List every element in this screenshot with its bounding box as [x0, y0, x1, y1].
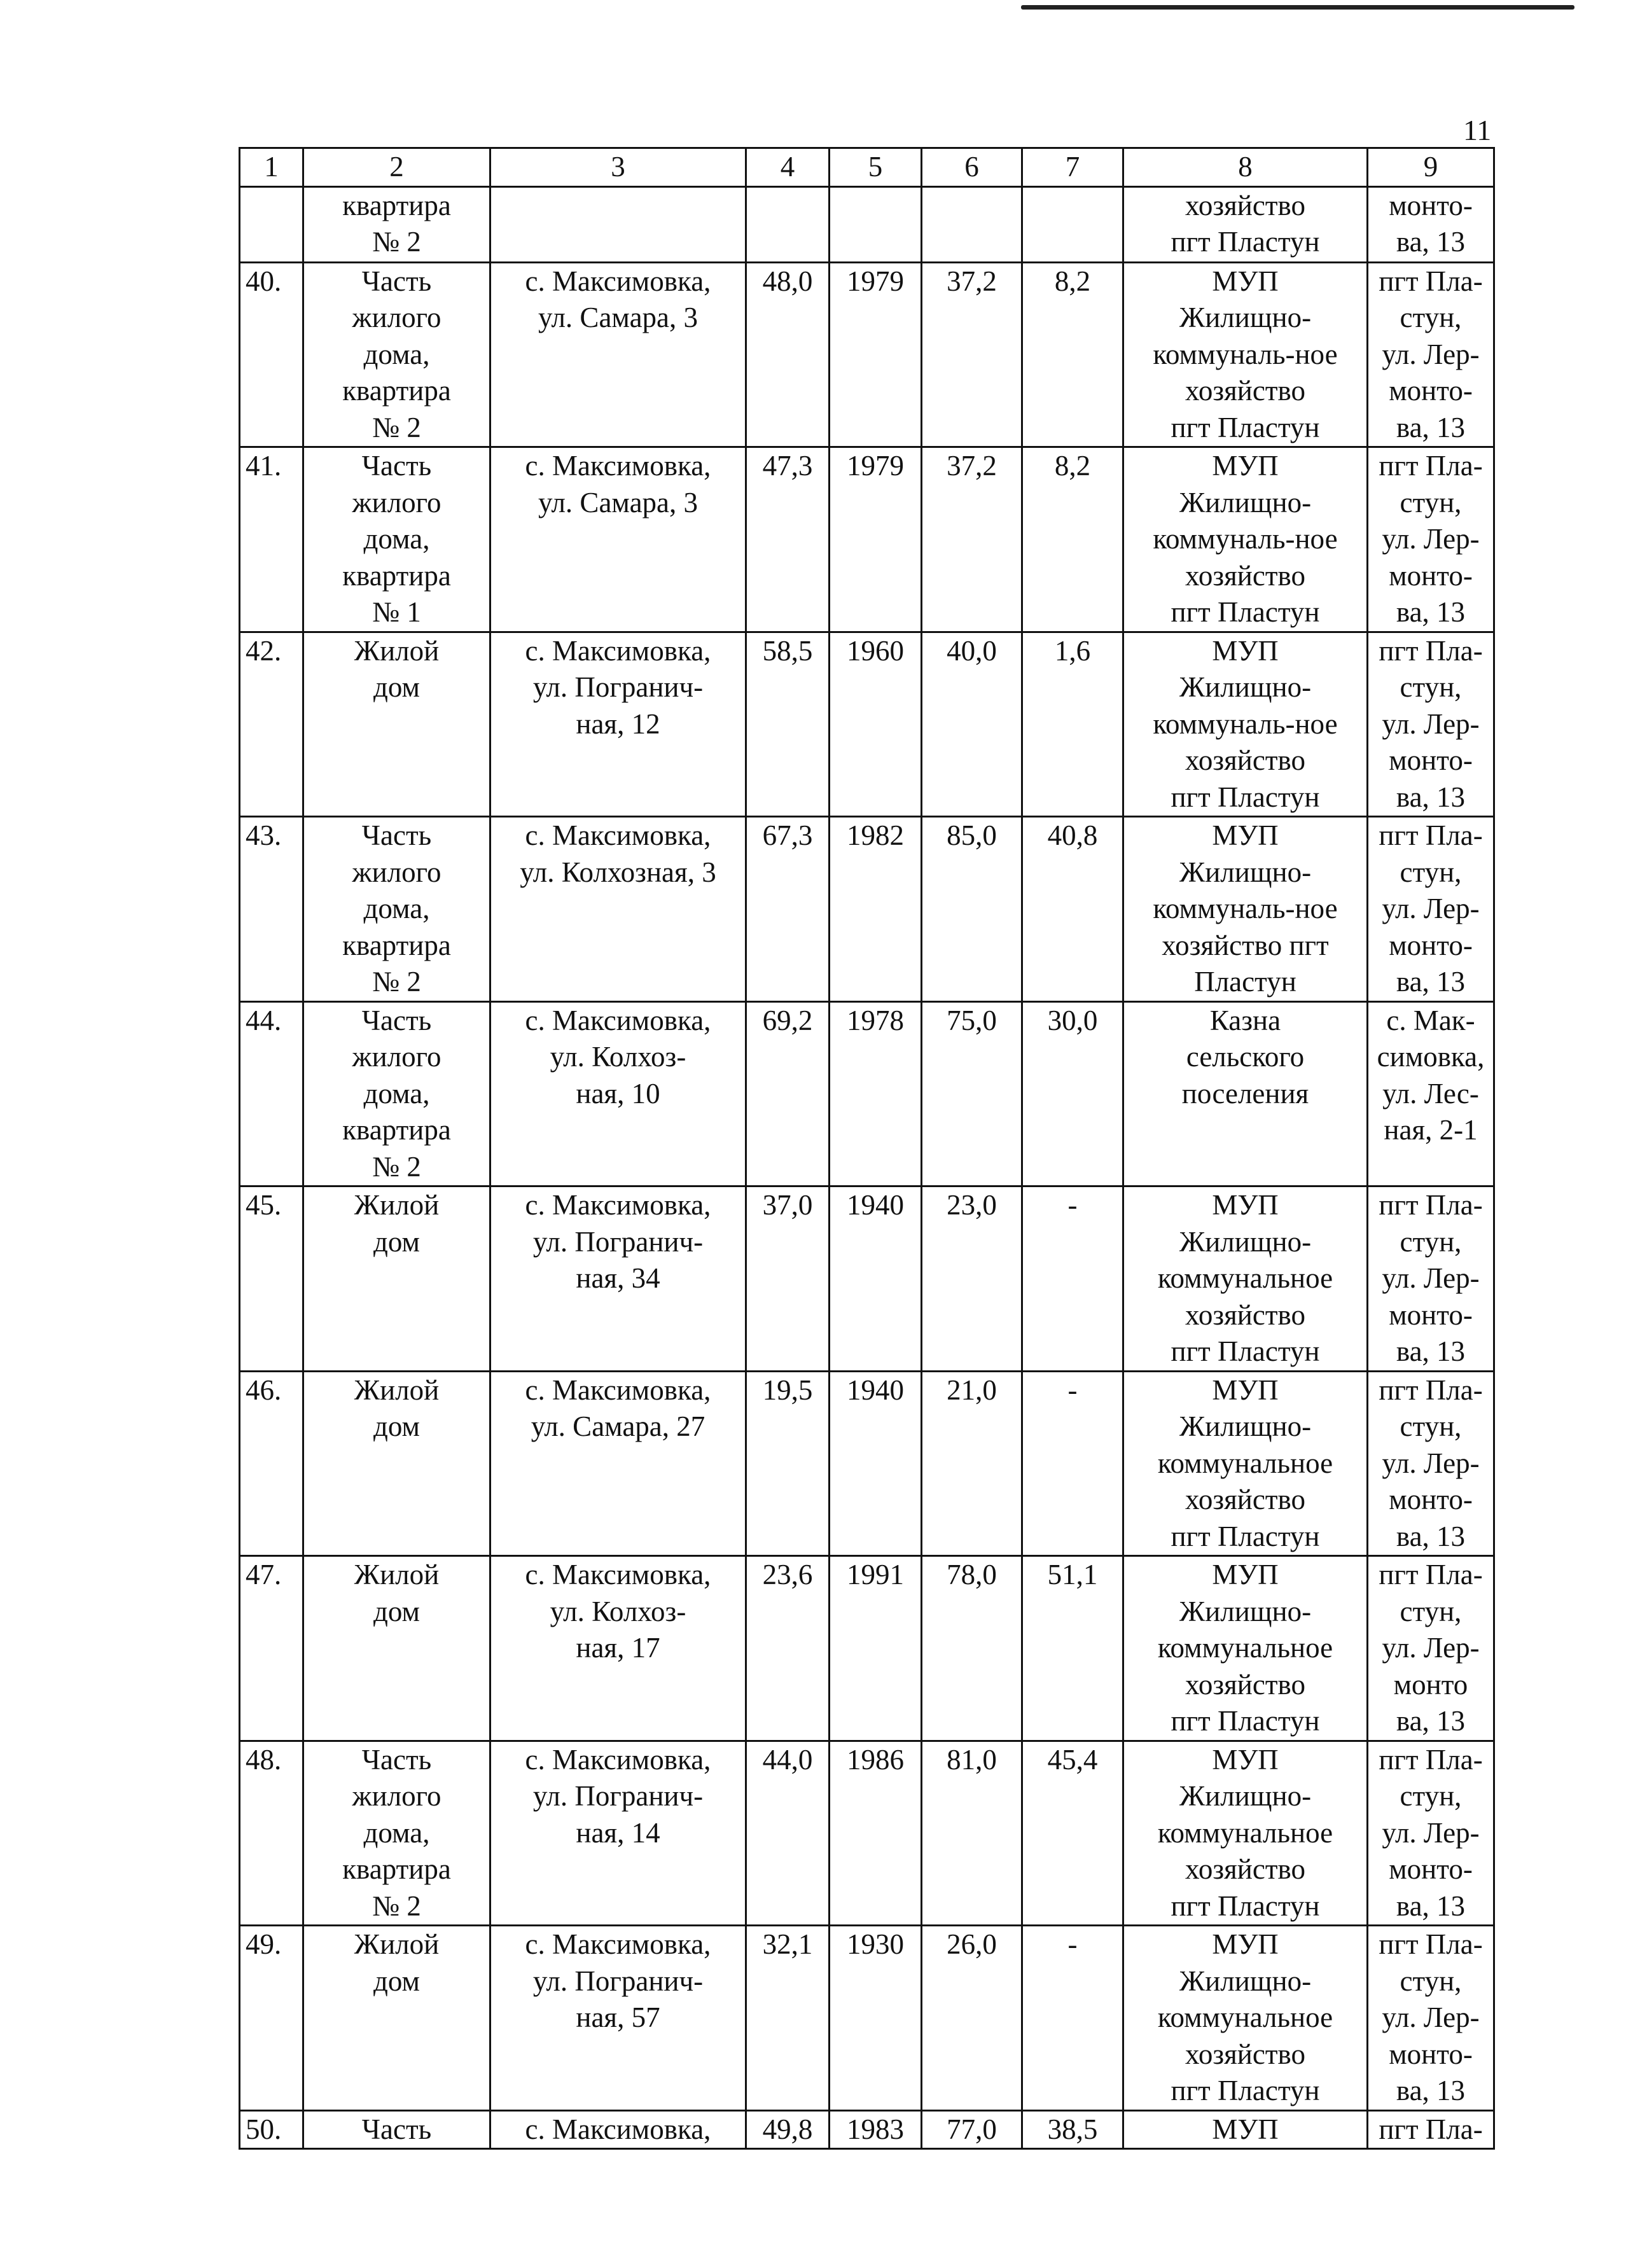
- table-row: [240, 447, 1494, 632]
- table-cell-col-9: пгт Пла-: [1368, 2110, 1494, 2149]
- table-cell-col-7: 8,2: [1022, 447, 1123, 632]
- table-cell-col-1: 47.: [240, 1556, 303, 1741]
- table-row: [240, 1556, 1494, 1741]
- table-cell-col-9: пгт Пла- стун, ул. Лер- монто- ва, 13: [1368, 632, 1494, 817]
- table-cell-col-3: с. Максимовка, ул. Погранич- ная, 12: [490, 632, 746, 817]
- table-cell-col-3: с. Максимовка, ул. Самара, 3: [490, 262, 746, 447]
- table-cell-col-2: Жилой дом: [303, 632, 490, 817]
- table-cell-col-2: Жилой дом: [303, 1926, 490, 2111]
- table-cell-col-6: 26,0: [922, 1926, 1022, 2111]
- table-cell-col-8: МУП Жилищно- коммунальное хозяйство пгт Пластун: [1123, 1926, 1368, 2111]
- table-cell-col-2: Часть жилого дома, квартира № 2: [303, 1741, 490, 1926]
- table-cell-col-6: 78,0: [922, 1556, 1022, 1741]
- table-cell-col-3: с. Максимовка, ул. Самара, 27: [490, 1371, 746, 1556]
- table-row: [240, 2110, 1494, 2149]
- table-cell-col-4: 67,3: [746, 817, 830, 1002]
- table-cell-col-5: 1930: [830, 1926, 922, 2111]
- table-cell-col-3: с. Максимовка, ул. Колхозная, 3: [490, 817, 746, 1002]
- table-cell-col-1: 46.: [240, 1371, 303, 1556]
- table-cell-col-8: МУП Жилищно- коммуналь-ное хозяйство пгт Пластун: [1123, 632, 1368, 817]
- table-cell-col-9: пгт Пла- стун, ул. Лер- монто- ва, 13: [1368, 1741, 1494, 1926]
- column-header-9: 9: [1368, 148, 1494, 187]
- table-row: [240, 817, 1494, 1002]
- header-row: [240, 148, 1494, 187]
- table-cell-col-6: 77,0: [922, 2110, 1022, 2149]
- table-cell-col-8: Казна сельского поселения: [1123, 1001, 1368, 1186]
- table-cell-col-8: МУП Жилищно- коммунальное хозяйство пгт Пластун: [1123, 1741, 1368, 1926]
- table-cell-col-7: 30,0: [1022, 1001, 1123, 1186]
- table-cell-col-8: МУП Жилищно- коммуналь-ное хозяйство пгт Пластун: [1123, 447, 1368, 632]
- table-cell-col-2: Часть: [303, 2110, 490, 2149]
- table-cell-col-9: пгт Пла- стун, ул. Лер- монто- ва, 13: [1368, 1371, 1494, 1556]
- table-cell-col-9: пгт Пла- стун, ул. Лер- монто ва, 13: [1368, 1556, 1494, 1741]
- table-cell-col-4: 69,2: [746, 1001, 830, 1186]
- table-cell-col-6: [922, 186, 1022, 262]
- table-cell-col-7: -: [1022, 1926, 1123, 2111]
- table-cell-col-2: Часть жилого дома, квартира № 1: [303, 447, 490, 632]
- table-cell-col-2: Жилой дом: [303, 1371, 490, 1556]
- table-cell-col-1: 49.: [240, 1926, 303, 2111]
- top-rule: [1021, 5, 1574, 10]
- table-cell-col-4: 44,0: [746, 1741, 830, 1926]
- table-cell-col-9: пгт Пла- стун, ул. Лер- монто- ва, 13: [1368, 1186, 1494, 1372]
- table-cell-col-4: [746, 186, 830, 262]
- column-header-5: 5: [830, 148, 922, 187]
- table-cell-col-5: 1978: [830, 1001, 922, 1186]
- page-number: 11: [1463, 114, 1492, 146]
- table-cell-col-4: 32,1: [746, 1926, 830, 2111]
- table-cell-col-7: -: [1022, 1186, 1123, 1372]
- table-cell-col-6: 81,0: [922, 1741, 1022, 1926]
- table-cell-col-2: Жилой дом: [303, 1186, 490, 1372]
- table-cell-col-5: 1983: [830, 2110, 922, 2149]
- table-cell-col-2: Часть жилого дома, квартира № 2: [303, 1001, 490, 1186]
- table-cell-col-9: пгт Пла- стун, ул. Лер- монто- ва, 13: [1368, 1926, 1494, 2111]
- table-cell-col-8: МУП Жилищно- коммунальное хозяйство пгт Пластун: [1123, 1556, 1368, 1741]
- column-header-4: 4: [746, 148, 830, 187]
- column-header-3: 3: [490, 148, 746, 187]
- table-cell-col-8: МУП Жилищно- коммуналь-ное хозяйство пгт Пластун: [1123, 817, 1368, 1002]
- table-cell-col-4: 48,0: [746, 262, 830, 447]
- table-cell-col-6: 75,0: [922, 1001, 1022, 1186]
- table-cell-col-5: 1979: [830, 262, 922, 447]
- table-cell-col-3: с. Максимовка, ул. Погранич- ная, 34: [490, 1186, 746, 1372]
- table-row: [240, 1186, 1494, 1372]
- table-cell-col-3: с. Максимовка, ул. Колхоз- ная, 10: [490, 1001, 746, 1186]
- table-cell-col-7: 38,5: [1022, 2110, 1123, 2149]
- table-cell-col-1: 48.: [240, 1741, 303, 1926]
- table-cell-col-7: 51,1: [1022, 1556, 1123, 1741]
- table-cell-col-4: 19,5: [746, 1371, 830, 1556]
- table-cell-col-5: 1986: [830, 1741, 922, 1926]
- table-cell-col-1: 41.: [240, 447, 303, 632]
- table-row: [240, 1371, 1494, 1556]
- table-cell-col-2: Часть жилого дома, квартира № 2: [303, 262, 490, 447]
- table-row: [240, 262, 1494, 447]
- column-header-7: 7: [1022, 148, 1123, 187]
- table-cell-col-9: монто- ва, 13: [1368, 186, 1494, 262]
- table-cell-col-1: 43.: [240, 817, 303, 1002]
- table-cell-col-7: 8,2: [1022, 262, 1123, 447]
- table-cell-col-5: 1991: [830, 1556, 922, 1741]
- table-cell-col-9: с. Мак- симовка, ул. Лес- ная, 2-1: [1368, 1001, 1494, 1186]
- table-cell-col-6: 37,2: [922, 447, 1022, 632]
- table-cell-col-3: с. Максимовка, ул. Погранич- ная, 14: [490, 1741, 746, 1926]
- table-cell-col-7: 45,4: [1022, 1741, 1123, 1926]
- table-row: [240, 1741, 1494, 1926]
- table-cell-col-3: с. Максимовка, ул. Погранич- ная, 57: [490, 1926, 746, 2111]
- column-header-8: 8: [1123, 148, 1368, 187]
- table-cell-col-8: МУП: [1123, 2110, 1368, 2149]
- table-cell-col-2: Часть жилого дома, квартира № 2: [303, 817, 490, 1002]
- table-cell-col-3: с. Максимовка, ул. Самара, 3: [490, 447, 746, 632]
- table-cell-col-9: пгт Пла- стун, ул. Лер- монто- ва, 13: [1368, 447, 1494, 632]
- table-cell-col-1: 40.: [240, 262, 303, 447]
- table-cell-col-7: -: [1022, 1371, 1123, 1556]
- table-cell-col-3: с. Максимовка,: [490, 2110, 746, 2149]
- table-cell-col-6: 37,2: [922, 262, 1022, 447]
- table-cell-col-5: 1982: [830, 817, 922, 1002]
- table-cell-col-7: 1,6: [1022, 632, 1123, 817]
- table-row: [240, 1926, 1494, 2111]
- column-header-1: 1: [240, 148, 303, 187]
- table-cell-col-6: 23,0: [922, 1186, 1022, 1372]
- table-cell-col-6: 85,0: [922, 817, 1022, 1002]
- table-cell-col-6: 40,0: [922, 632, 1022, 817]
- property-table: [239, 147, 1495, 2150]
- table-cell-col-5: 1979: [830, 447, 922, 632]
- table-cell-col-3: [490, 186, 746, 262]
- table-cell-col-8: МУП Жилищно- коммунальное хозяйство пгт Пластун: [1123, 1371, 1368, 1556]
- table-cell-col-6: 21,0: [922, 1371, 1022, 1556]
- table-cell-col-3: с. Максимовка, ул. Колхоз- ная, 17: [490, 1556, 746, 1741]
- table-cell-col-7: [1022, 186, 1123, 262]
- table-cell-col-8: хозяйство пгт Пластун: [1123, 186, 1368, 262]
- table-cell-col-4: 23,6: [746, 1556, 830, 1741]
- table-cell-col-4: 47,3: [746, 447, 830, 632]
- table-cell-col-5: 1940: [830, 1371, 922, 1556]
- table-cell-col-1: 45.: [240, 1186, 303, 1372]
- table-cell-col-4: 58,5: [746, 632, 830, 817]
- table-row: [240, 1001, 1494, 1186]
- table-cell-col-2: Жилой дом: [303, 1556, 490, 1741]
- table-cell-col-5: 1960: [830, 632, 922, 817]
- column-header-2: 2: [303, 148, 490, 187]
- table-cell-col-1: [240, 186, 303, 262]
- table-cell-col-8: МУП Жилищно- коммунальное хозяйство пгт Пластун: [1123, 1186, 1368, 1372]
- table-cell-col-4: 37,0: [746, 1186, 830, 1372]
- table-cell-col-5: 1940: [830, 1186, 922, 1372]
- table-cell-col-4: 49,8: [746, 2110, 830, 2149]
- table-cell-col-5: [830, 186, 922, 262]
- table-row: [240, 186, 1494, 262]
- table-cell-col-9: пгт Пла- стун, ул. Лер- монто- ва, 13: [1368, 262, 1494, 447]
- table-cell-col-1: 42.: [240, 632, 303, 817]
- table-cell-col-1: 44.: [240, 1001, 303, 1186]
- table-cell-col-8: МУП Жилищно- коммуналь-ное хозяйство пгт Пластун: [1123, 262, 1368, 447]
- column-header-6: 6: [922, 148, 1022, 187]
- table-row: [240, 632, 1494, 817]
- table-cell-col-7: 40,8: [1022, 817, 1123, 1002]
- table-cell-col-2: квартира № 2: [303, 186, 490, 262]
- table-cell-col-1: 50.: [240, 2110, 303, 2149]
- table-cell-col-9: пгт Пла- стун, ул. Лер- монто- ва, 13: [1368, 817, 1494, 1002]
